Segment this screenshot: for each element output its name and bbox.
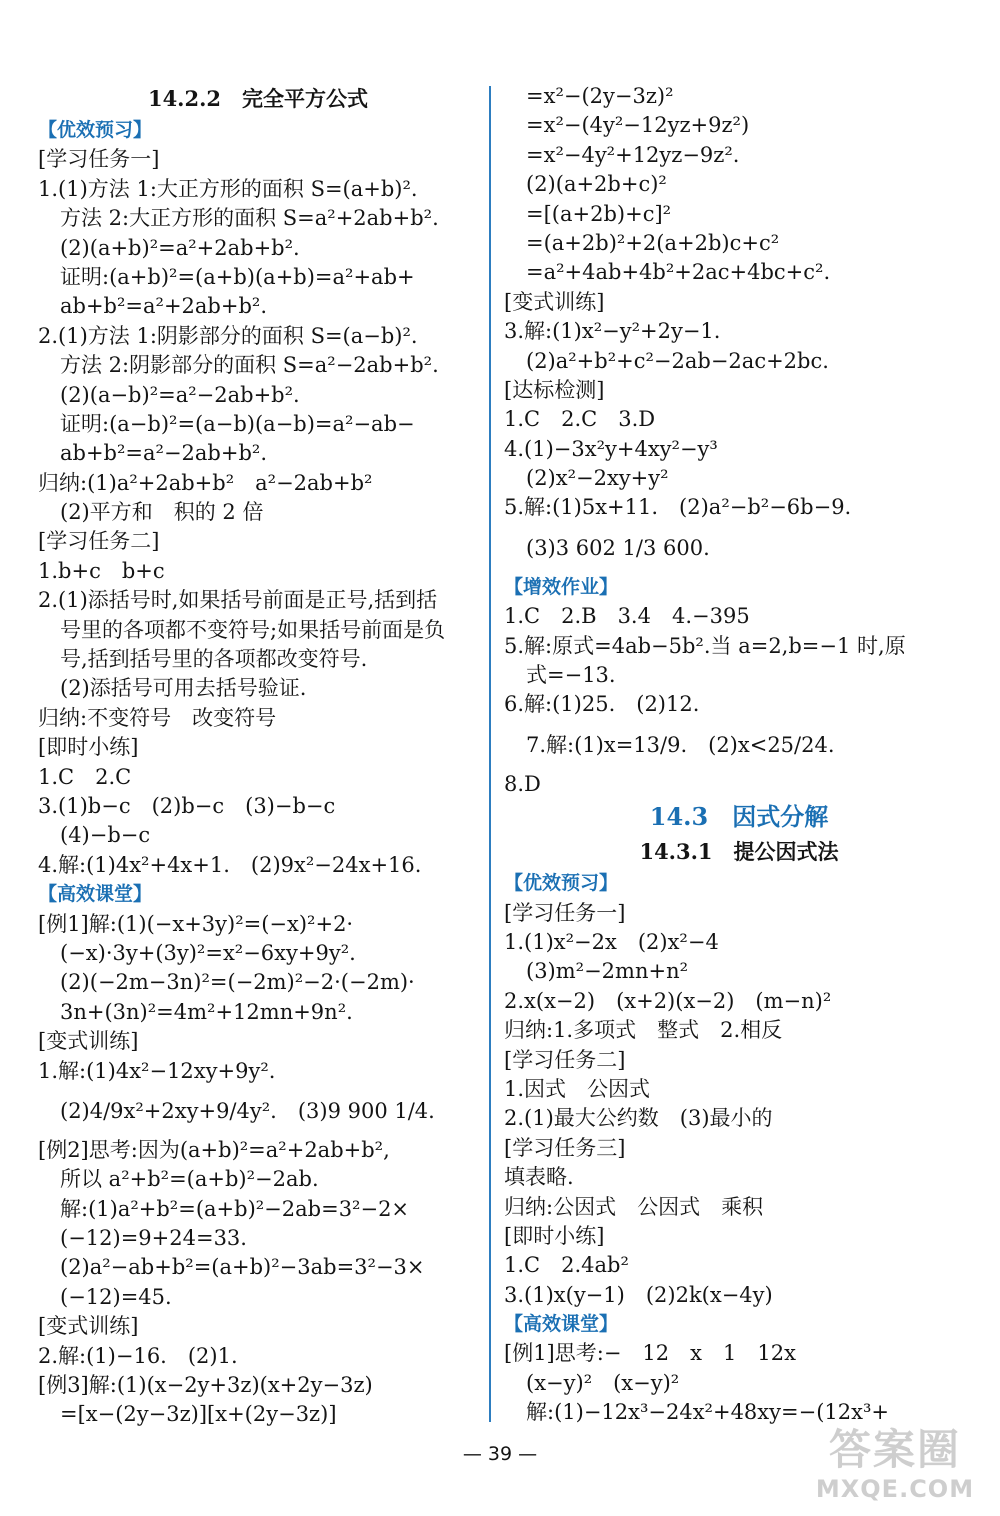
left-line: [例2]思考:因为(a+b)²=a²+2ab+b²,: [38, 1137, 390, 1162]
right-section-heading: 【高效课堂】: [504, 1313, 619, 1336]
right-line: 1.C 2.B 3.4 4.−395: [504, 604, 750, 629]
right-section-title: 14.3 因式分解: [649, 802, 829, 832]
right-line: 8.D: [504, 771, 541, 796]
left-line: 方法 2:阴影部分的面积 S=a²−2ab+b².: [60, 353, 439, 378]
left-line: (2)(a+b)²=a²+2ab+b².: [60, 235, 300, 260]
left-line: (2)(a−b)²=a²−2ab+b².: [60, 382, 300, 407]
right-line: [例1]思考:− 12 x 1 12x: [504, 1341, 796, 1366]
left-line: [即时小练]: [38, 735, 139, 760]
right-line: 解:(1)−12x³−24x²+48xy=−(12x³+: [526, 1400, 889, 1425]
left-line: (2)平方和 积的 2 倍: [60, 500, 264, 525]
watermark-en: MXQE.COM: [815, 1475, 975, 1503]
left-line: 1.C 2.C: [38, 764, 132, 789]
watermark-logo: [800, 1426, 990, 1511]
left-line: (−x)·3y+(3y)²=x²−6xy+9y².: [60, 940, 356, 965]
left-section-title: 14.2.2 完全平方公式: [147, 86, 369, 111]
right-line: [学习任务二]: [504, 1047, 626, 1072]
right-line: 7.解:(1)x=13/9. (2)x<25/24.: [526, 732, 835, 757]
watermark-cn: 答案圈: [828, 1425, 961, 1474]
right-line: =[(a+2b)+c]²: [526, 201, 672, 226]
right-line: =a²+4ab+4b²+2ac+4bc+c².: [526, 260, 831, 285]
right-line: 归纳:公因式 公因式 乘积: [504, 1194, 764, 1219]
left-line: [例1]解:(1)(−x+3y)²=(−x)²+2·: [38, 911, 354, 936]
left-line: 归纳:(1)a²+2ab+b² a²−2ab+b²: [38, 470, 373, 495]
left-line: 解:(1)a²+b²=(a+b)²−2ab=3²−2×: [60, 1196, 410, 1221]
left-line: 1.解:(1)4x²−12xy+9y².: [38, 1058, 276, 1083]
right-line: (2)(a+2b+c)²: [526, 172, 667, 197]
left-line: 证明:(a+b)²=(a+b)(a+b)=a²+ab+: [60, 264, 415, 289]
right-column: [504, 82, 974, 1428]
left-line: [变式训练]: [38, 1314, 139, 1339]
left-line: (2)(−2m−3n)²=(−2m)²−2·(−2m)·: [60, 970, 415, 995]
left-line: (4)−b−c: [60, 823, 151, 848]
right-section-heading: 【增效作业】: [504, 575, 619, 598]
left-line: 1.(1)方法 1:大正方形的面积 S=(a+b)².: [38, 176, 418, 201]
right-line: 1.C 2.C 3.D: [504, 407, 656, 432]
left-line: [学习任务二]: [38, 529, 160, 554]
right-line: 3.(1)x(y−1) (2)2k(x−4y): [504, 1282, 773, 1307]
left-line: (−12)=9+24=33.: [60, 1226, 247, 1251]
right-line: 1.因式 公因式: [504, 1076, 651, 1101]
left-line: (2)a²−ab+b²=(a+b)²−3ab=3²−3×: [60, 1255, 425, 1280]
right-line: 归纳:1.多项式 整式 2.相反: [504, 1018, 783, 1043]
right-line: (x−y)² (x−y)²: [526, 1370, 680, 1395]
right-line: [达标检测]: [504, 377, 605, 402]
left-line: ab+b²=a²−2ab+b².: [60, 441, 268, 466]
left-line: 2.解:(1)−16. (2)1.: [38, 1343, 238, 1368]
right-line: =x²−(4y²−12yz+9z²): [526, 113, 750, 138]
left-line: 号,括到括号里的各项都改变符号.: [60, 647, 368, 672]
left-section-heading: 【优效预习】: [38, 119, 153, 141]
column-divider: [489, 86, 491, 1422]
right-line: 4.(1)−3x²y+4xy²−y³: [504, 436, 718, 461]
right-line: 5.解:(1)5x+11. (2)a²−b²−6b−9.: [504, 495, 852, 520]
left-line: 方法 2:大正方形的面积 S=a²+2ab+b².: [60, 206, 439, 231]
right-line: 6.解:(1)25. (2)12.: [504, 692, 700, 717]
left-line: 证明:(a−b)²=(a−b)(a−b)=a²−ab−: [60, 411, 415, 436]
right-line: [学习任务一]: [504, 900, 626, 925]
right-line: 1.(1)x²−2x (2)x²−4: [504, 929, 719, 954]
right-line: (3)3 602 1/3 600.: [526, 535, 710, 560]
left-line: (2)4/9x²+2xy+9/4y². (3)9 900 1/4.: [60, 1098, 435, 1123]
left-line: 归纳:不变符号 改变符号: [38, 705, 277, 730]
page-number: — 39 —: [462, 1443, 538, 1465]
left-line: 号里的各项都不变符号;如果括号前面是负: [60, 617, 446, 642]
right-line: 3.解:(1)x²−y²+2y−1.: [504, 319, 721, 344]
right-line: (2)a²+b²+c²−2ab−2ac+2bc.: [526, 348, 829, 373]
right-line: 1.C 2.4ab²: [504, 1253, 629, 1278]
left-line: (−12)=45.: [60, 1284, 172, 1309]
right-section-heading: 【优效预习】: [504, 872, 619, 895]
right-line: 5.解:原式=4ab−5b².当 a=2,b=−1 时,原: [504, 633, 906, 658]
right-line: [即时小练]: [504, 1223, 605, 1248]
left-line: 4.解:(1)4x²+4x+1. (2)9x²−24x+16.: [38, 852, 422, 877]
right-line: 2.(1)最大公约数 (3)最小的: [504, 1106, 773, 1131]
left-line: =[x−(2y−3z)][x+(2y−3z)]: [60, 1402, 337, 1427]
left-line: 3n+(3n)²=4m²+12mn+9n².: [60, 999, 353, 1024]
left-line: [学习任务一]: [38, 147, 160, 172]
right-line: 填表略.: [504, 1165, 574, 1190]
left-line: 1.b+c b+c: [38, 558, 165, 583]
right-line: 式=−13.: [526, 663, 616, 688]
left-line: [例3]解:(1)(x−2y+3z)(x+2y−3z): [38, 1373, 373, 1398]
left-column: [38, 82, 478, 1430]
left-line: [变式训练]: [38, 1029, 139, 1054]
right-line: [变式训练]: [504, 289, 605, 314]
left-line: 2.(1)方法 1:阴影部分的面积 S=(a−b)².: [38, 323, 418, 348]
right-section-title: 14.3.1 提公因式法: [639, 839, 839, 865]
left-line: 2.(1)添括号时,如果括号前面是正号,括到括: [38, 588, 438, 613]
left-line: 所以 a²+b²=(a+b)²−2ab.: [60, 1167, 319, 1192]
left-line: 3.(1)b−c (2)b−c (3)−b−c: [38, 793, 336, 818]
right-line: =(a+2b)²+2(a+2b)c+c²: [526, 230, 780, 255]
right-line: 2.x(x−2) (x+2)(x−2) (m−n)²: [504, 988, 832, 1013]
left-section-heading: 【高效课堂】: [38, 883, 153, 906]
right-line: =x²−(2y−3z)²: [526, 84, 674, 108]
right-line: (2)x²−2xy+y²: [526, 466, 669, 491]
left-line: ab+b²=a²+2ab+b².: [60, 294, 268, 319]
right-line: =x²−4y²+12yz−9z².: [526, 142, 740, 167]
right-line: [学习任务三]: [504, 1135, 626, 1160]
right-line: (3)m²−2mn+n²: [526, 959, 689, 984]
left-line: (2)添括号可用去括号验证.: [60, 676, 307, 701]
